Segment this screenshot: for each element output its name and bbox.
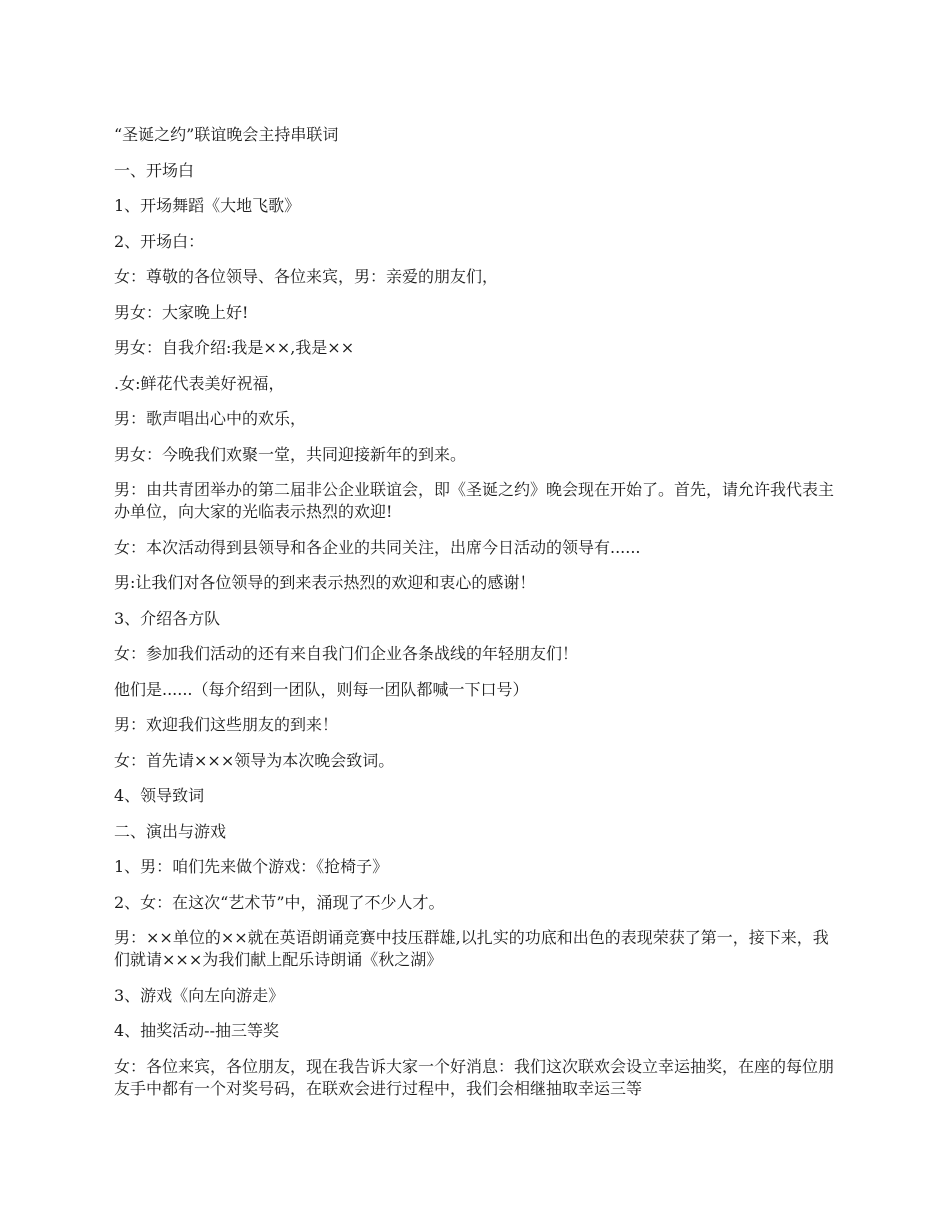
paragraph: 他们是......（每介绍到一团队，则每一团队都喊一下口号） xyxy=(114,679,529,699)
paragraph: 女：首先请×××领导为本次晚会致词。 xyxy=(114,750,395,770)
item-introduce-teams: 3、介绍各方队 xyxy=(114,608,221,628)
document-title: “圣诞之约”联谊晚会主持串联词 xyxy=(114,125,339,144)
paragraph: 女：尊敬的各位领导、各位来宾，男：亲爱的朋友们， xyxy=(114,267,499,286)
item-game-chairs: 1、男：咱们先来做个游戏：《抢椅子》 xyxy=(114,857,389,876)
item-opening-speech: 2、开场白： xyxy=(114,231,205,251)
item-game-left: 3、游戏《向左向游走》 xyxy=(114,985,285,1005)
document-body xyxy=(114,124,836,1113)
paragraph: 男:让我们对各位领导的到来表示热烈的欢迎和衷心的感谢！ xyxy=(114,573,536,592)
paragraph: 男女：今晚我们欢聚一堂，共同迎接新年的到来。 xyxy=(114,444,467,464)
item-art-festival: 2、女：在这次“艺术节”中，涌现了不少人才。 xyxy=(114,892,445,912)
paragraph: 女：各位来宾，各位朋友，现在我告诉大家一个好消息：我们这次联欢会设立幸运抽奖，在座的每位朋友手中都有一个对奖号码，在联欢会进行过程中，我们会相继抽取幸运三等 xyxy=(114,1056,835,1098)
paragraph: 女：本次活动得到县领导和各企业的共同关注，出席今日活动的领导有...... xyxy=(114,537,641,557)
paragraph: 男：欢迎我们这些朋友的到来！ xyxy=(114,715,339,734)
paragraph: 男女：大家晚上好! xyxy=(114,302,249,322)
section-heading-opening: 一、开场白 xyxy=(114,160,195,180)
paragraph: .女:鲜花代表美好祝福， xyxy=(114,373,285,393)
paragraph: 男：××单位的××就在英语朗诵竞赛中技压群雄,以扎实的功底和出色的表现荣获了第一，接下来，我们就请×××为我们献上配乐诗朗诵《秋之湖》 xyxy=(114,928,829,969)
item-leader-speech: 4、领导致词 xyxy=(114,786,205,805)
paragraph: 男：由共青团举办的第二届非公企业联谊会，即《圣诞之约》晚会现在开始了。首先，请允许我代表主办单位，向大家的光临表示热烈的欢迎! xyxy=(114,480,835,521)
item-lottery: 4、抽奖活动--抽三等奖 xyxy=(114,1021,279,1040)
item-opening-dance: 1、开场舞蹈《大地飞歌》 xyxy=(114,196,301,215)
section-heading-performance: 二、演出与游戏 xyxy=(114,821,227,841)
paragraph: 女：参加我们活动的还有来自我门们企业各条战线的年轻朋友们！ xyxy=(114,644,579,663)
paragraph: 男：歌声唱出心中的欢乐， xyxy=(114,409,307,428)
paragraph: 男女：自我介绍:我是××,我是×× xyxy=(114,338,355,357)
